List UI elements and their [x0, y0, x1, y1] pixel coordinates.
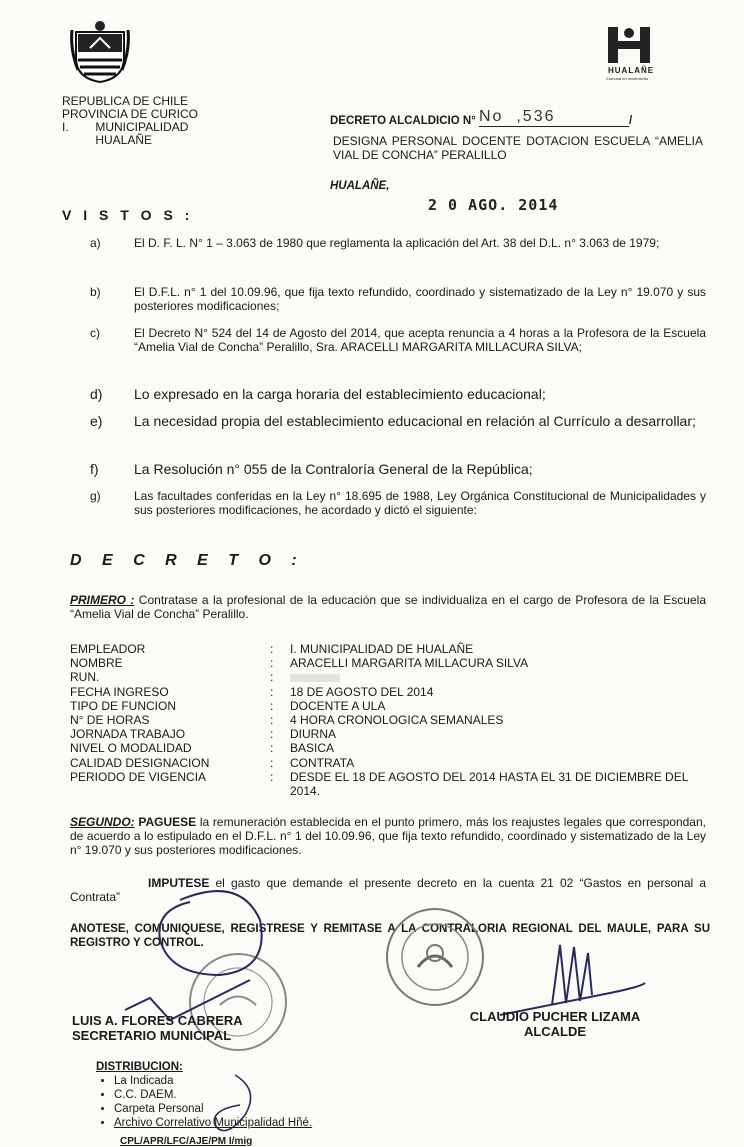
imputese-text: el gasto que demande el presente decreto en la cuenta 21 02 “Gastos en personal a Contrata”: [70, 876, 706, 904]
secretary-title: SECRETARIO MUNICIPAL: [72, 1028, 232, 1043]
anotese-paragraph: ANOTESE, COMUNIQUESE, REGISTRESE Y REMITASE A LA CONTRALORIA REGIONAL DEL MAULE, PARA SU REGISTRO Y CONTROL.: [70, 923, 710, 949]
field-label: FECHA INGRESO: [70, 684, 169, 699]
decree-subject: DESIGNA PERSONAL DOCENTE DOTACION ESCUELA “AMELIA VIAL DE CONCHA” PERALILLO: [333, 134, 703, 162]
field-row: JORNADA TRABAJO : DIURNA: [70, 727, 710, 741]
logo-text: HUALAÑE: [608, 66, 655, 75]
field-row: NOMBRE : ARACELLI MARGARITA MILLACURA SILVA: [70, 656, 710, 670]
issuer-line: I. MUNICIPALIDAD: [62, 120, 189, 134]
field-value: CONTRATA: [290, 755, 355, 770]
field-row: RUN. :: [70, 670, 710, 684]
hualane-logo-icon: [606, 25, 654, 65]
field-row: FECHA INGRESO : 18 DE AGOSTO DEL 2014: [70, 685, 710, 699]
decreto-title: D E C R E T O :: [70, 552, 305, 569]
initials-line: CPL/APR/LFC/AJE/PM I/mig: [120, 1136, 253, 1147]
field-row: TIPO DE FUNCION : DOCENTE A ULA: [70, 699, 710, 713]
issuer-line: PROVINCIA DE CURICO: [62, 107, 199, 121]
primero-label: PRIMERO :: [70, 593, 135, 607]
chile-coat-of-arms-icon: [70, 20, 130, 84]
employee-fields: [70, 642, 710, 798]
segundo-text: la remuneración establecida en el punto primero, más los reajustes legales que correspondan, de acuerdo a lo estipulado en el D.F.L. n° 1 del 10.09.96, que fija texto refundido, coordinado y sistematizado de la Ley n° 19.070 y sus posteriores modificaciones.: [70, 815, 706, 857]
field-row: NIVEL O MODALIDAD : BASICA: [70, 741, 710, 755]
distribution-block: [96, 1061, 312, 1130]
field-label: CALIDAD DESIGNACION: [70, 755, 210, 770]
field-value: 4 HORA CRONOLOGICA SEMANALES: [290, 713, 504, 728]
imputese-bold: IMPUTESE: [148, 876, 210, 890]
field-label: RUN.: [70, 670, 100, 685]
field-value: 18 DE AGOSTO DEL 2014: [290, 684, 434, 699]
list-item: • C.C. DAEM.: [114, 1088, 312, 1102]
field-row: EMPLEADOR : I. MUNICIPALIDAD DE HUALAÑE: [70, 642, 710, 656]
primero-paragraph: [70, 593, 706, 621]
field-label: NIVEL O MODALIDAD: [70, 741, 192, 756]
item-letter: c): [90, 326, 100, 340]
issuer-line: HUALAÑE: [62, 133, 153, 147]
segundo-label: SEGUNDO:: [70, 815, 135, 829]
distribution-title: DISTRIBUCION:: [96, 1061, 183, 1073]
field-value: ARACELLI MARGARITA MILLACURA SILVA: [290, 656, 529, 671]
field-row: PERIODO DE VIGENCIA : DESDE EL 18 DE AGOSTO DEL 2014 HASTA EL 31 DE DICIEMBRE DEL 2014.: [70, 770, 710, 798]
secretary-signature-block: [72, 1013, 243, 1043]
item-letter: f): [90, 461, 99, 477]
primero-text: Contratase a la profesional de la educación que se individualiza en el cargo de Profesora de la Escuela “Amelia Vial de Concha” Peralillo.: [70, 593, 706, 621]
date-stamp: 2 0 AGO. 2014: [428, 196, 559, 214]
decree-label: DECRETO ALCALDICIO N°: [330, 115, 476, 127]
item-letter: g): [90, 489, 101, 503]
issuer-line: REPUBLICA DE CHILE: [62, 94, 189, 108]
item-letter: e): [90, 413, 103, 429]
field-value-redacted: [290, 670, 710, 684]
list-item: • La Indicada: [114, 1074, 312, 1088]
vistos-title: V I S T O S :: [62, 207, 194, 223]
field-row: N° DE HORAS : 4 HORA CRONOLOGICA SEMANALES: [70, 713, 710, 727]
item-text: El D.F.L. n° 1 del 10.09.96, que fija texto refundido, coordinado y sistematizado de la Ley n° 19.070 y sus posteriores modificaciones;: [134, 285, 706, 313]
mayor-name: CLAUDIO PUCHER LIZAMA: [469, 1009, 641, 1024]
item-letter: b): [90, 285, 101, 299]
field-value: DIURNA: [290, 727, 337, 742]
item-text: Las facultades conferidas en la Ley n° 18.695 de 1988, Ley Orgánica Constitucional de Municipalidades y sus posteriores modificaciones, he acordado y dictó el siguiente:: [134, 489, 706, 517]
list-item: • Archivo Correlativo Municipalidad Hñé.: [114, 1116, 312, 1130]
decree-number-line: DECRETO ALCALDICIO N° No ,536 /: [330, 108, 633, 127]
item-letter: d): [90, 386, 103, 402]
item-text: La necesidad propia del establecimiento educacional en relación al Currículo a desarrollar;: [134, 413, 696, 429]
field-value: DOCENTE A ULA: [290, 698, 386, 713]
secretary-name: LUIS A. FLORES CABRERA: [72, 1013, 243, 1028]
list-item: • Carpeta Personal: [114, 1102, 312, 1116]
field-value: I. MUNICIPALIDAD DE HUALAÑE: [290, 642, 474, 656]
field-value: DESDE EL 18 DE AGOSTO DEL 2014 HASTA EL 31 DE DICIEMBRE DEL 2014.: [290, 769, 688, 799]
segundo-bold: PAGUESE: [134, 815, 197, 829]
field-row: CALIDAD DESIGNACION : CONTRATA: [70, 756, 710, 770]
field-label: N° DE HORAS: [70, 713, 150, 728]
place: HUALAÑE,: [330, 180, 390, 192]
item-letter: a): [90, 236, 101, 250]
field-label: NOMBRE: [70, 656, 123, 671]
municipal-seal-stamp-icon: [380, 905, 490, 1010]
field-label: EMPLEADOR: [70, 642, 146, 656]
decree-number: No ,536: [479, 108, 556, 125]
mayor-signature-block: [455, 1009, 655, 1039]
item-text: El Decreto N° 524 del 14 de Agosto del 2014, que acepta renuncia a 4 horas a la Profesora de la Escuela “Amelia Vial de Concha” Peralillo, Sra. ARACELLI MARGARITA MILLACURA SILVA;: [134, 326, 706, 354]
item-text: La Resolución n° 055 de la Contraloría General de la República;: [134, 461, 533, 477]
field-label: JORNADA TRABAJO: [70, 727, 186, 742]
item-text: Lo expresado en la carga horaria del establecimiento educacional;: [134, 386, 546, 402]
logo-slogan: Comuna en movimiento: [606, 76, 649, 81]
item-text: El D. F. L. N° 1 – 3.063 de 1980 que reglamenta la aplicación del Art. 38 del D.L. n° 3.063 de 1979;: [134, 236, 660, 250]
field-label: PERIODO DE VIGENCIA: [70, 769, 207, 784]
mayor-title: ALCALDE: [523, 1024, 587, 1039]
field-value: BASICA: [290, 741, 335, 756]
segundo-paragraph: [70, 815, 706, 857]
issuer-block: [62, 95, 198, 147]
field-label: TIPO DE FUNCION: [70, 698, 177, 713]
distribution-list: [96, 1074, 312, 1130]
